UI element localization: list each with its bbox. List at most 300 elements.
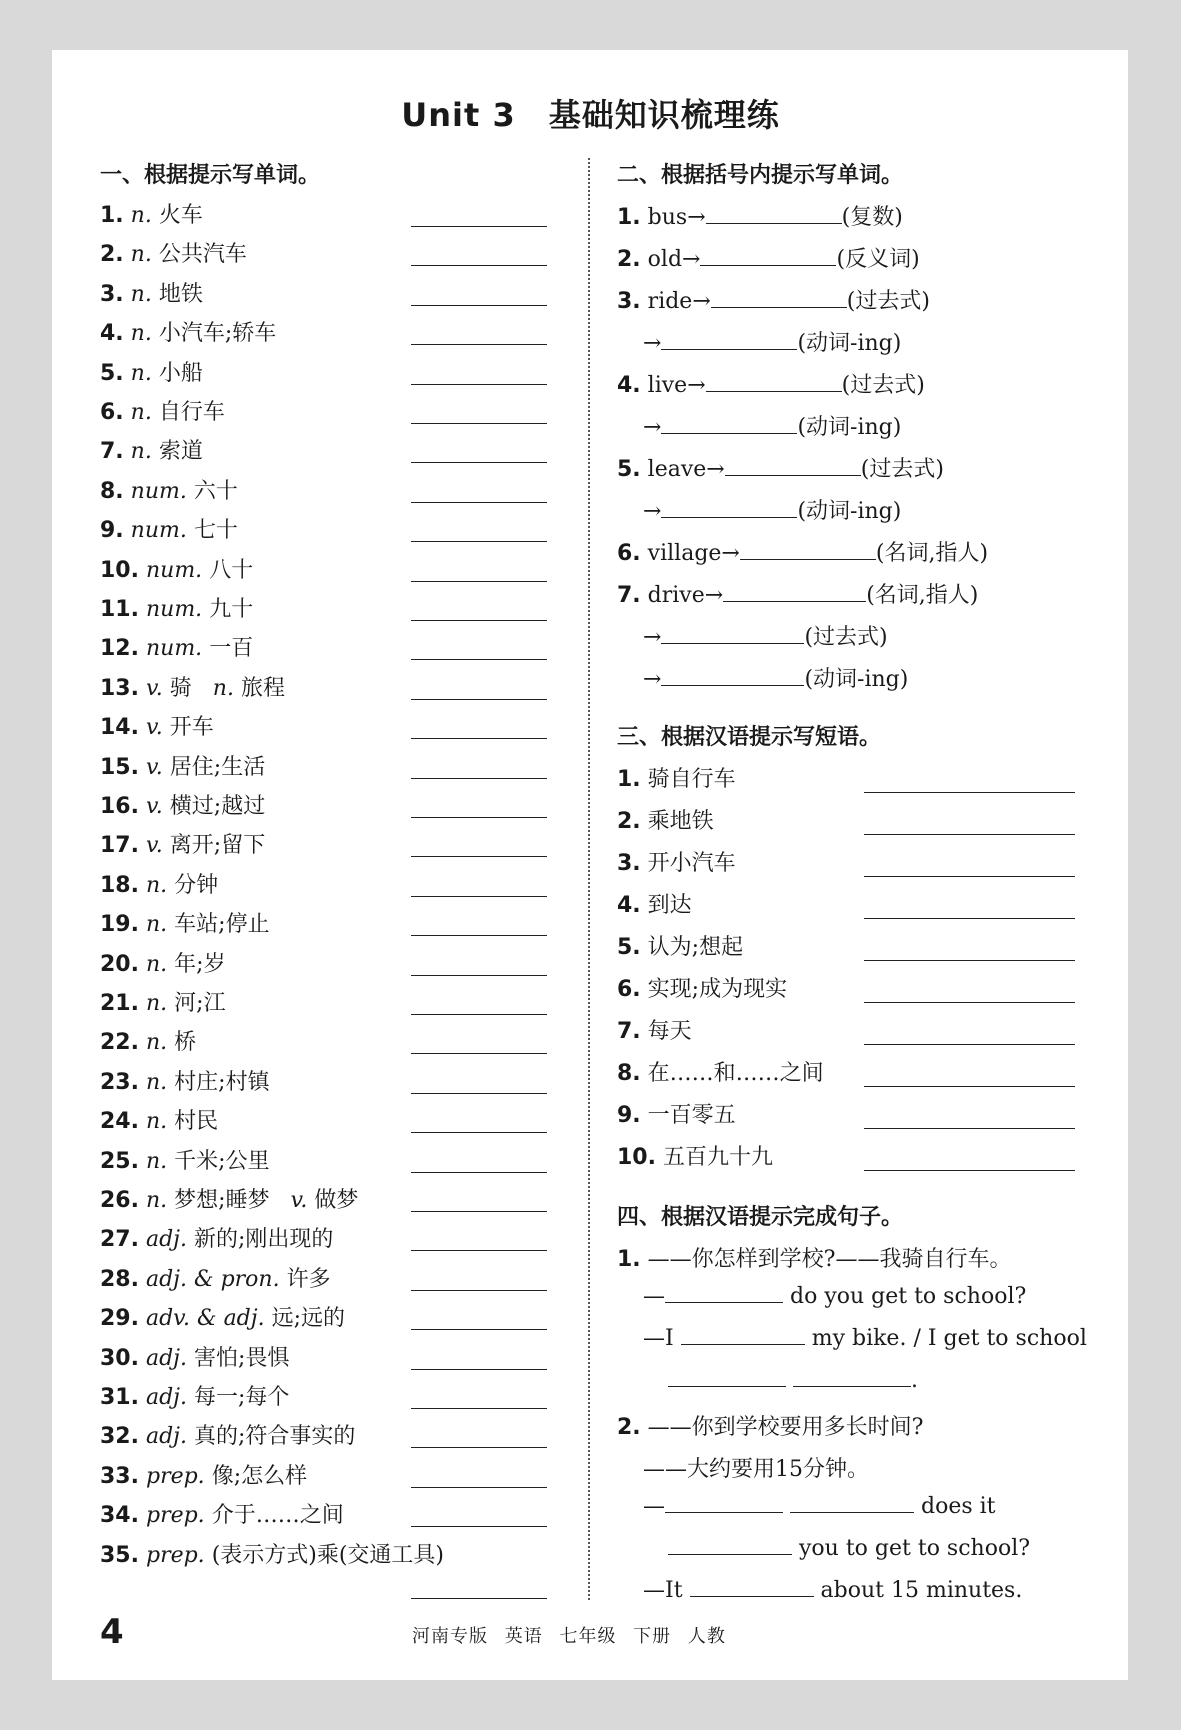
answer-blank[interactable] — [864, 918, 1075, 919]
phrase-item — [617, 1098, 736, 1129]
answer-blank[interactable] — [411, 1250, 547, 1251]
base-word: ride→ — [647, 289, 711, 314]
vocab-item — [100, 198, 203, 229]
sentence-text: you to get to school? — [799, 1536, 1031, 1561]
vocab-item — [100, 631, 253, 662]
vocab-item — [100, 750, 265, 781]
vocab-item — [100, 868, 218, 899]
chinese-hint: 年;岁 — [174, 951, 226, 977]
chinese-hint: 村庄;村镇 — [174, 1069, 270, 1095]
base-word: → — [643, 499, 662, 524]
chinese-hint: 做梦 — [314, 1188, 359, 1213]
chinese-hint: 在……和……之间 — [647, 1061, 824, 1086]
section-1-title: 一、根据提示写单词。 — [100, 163, 321, 188]
form-hint: (过去式) — [860, 457, 944, 482]
phrase-item — [617, 1056, 824, 1087]
word-form-item — [643, 326, 901, 357]
chinese-hint: 离开;留下 — [169, 833, 266, 859]
part-of-speech: adj. — [145, 1345, 187, 1371]
item-number: 9. — [100, 518, 124, 544]
chinese-hint: 旅程 — [240, 675, 285, 701]
item-number: 32. — [100, 1424, 139, 1450]
vocab-item — [100, 947, 226, 978]
item-number: 7. — [617, 583, 641, 608]
answer-blank[interactable] — [864, 1086, 1075, 1087]
sentence-text: does it — [921, 1494, 996, 1519]
sentence-2-answer-cn: ——大约要用15分钟。 — [643, 1457, 869, 1482]
dash: — — [643, 1284, 665, 1309]
vocab-item — [100, 237, 247, 268]
answer-blank[interactable] — [411, 1447, 547, 1448]
sentence-text: —I — [643, 1326, 674, 1351]
chinese-hint: 车站;停止 — [174, 912, 270, 938]
item-number: 29. — [100, 1306, 139, 1332]
chinese-hint: 乘地铁 — [647, 809, 714, 834]
answer-blank[interactable] — [668, 1368, 786, 1387]
item-number: 23. — [100, 1069, 139, 1095]
item-number: 5. — [100, 360, 124, 386]
phrase-item — [617, 972, 787, 1003]
form-hint: (复数) — [841, 205, 903, 230]
chinese-hint: 自行车 — [158, 400, 225, 425]
answer-blank[interactable] — [411, 344, 547, 345]
answer-blank[interactable] — [411, 541, 547, 542]
part-of-speech: num. — [145, 597, 203, 622]
answer-blank[interactable] — [411, 778, 547, 779]
chinese-hint: 七十 — [193, 518, 238, 544]
phrase-item — [617, 1140, 773, 1171]
answer-blank[interactable] — [411, 226, 547, 227]
answer-blank[interactable] — [411, 856, 547, 857]
part-of-speech: n. — [145, 1109, 168, 1135]
answer-blank[interactable] — [700, 247, 836, 266]
chinese-hint: 骑 — [169, 675, 192, 701]
chinese-hint: 许多 — [286, 1266, 331, 1292]
word-form-item — [617, 536, 988, 567]
answer-blank[interactable] — [411, 1526, 547, 1527]
chinese-hint: 小汽车;轿车 — [158, 321, 277, 347]
phrase-item — [617, 804, 714, 835]
section-2-title: 二、根据括号内提示写单词。 — [617, 163, 904, 188]
chinese-hint: 开小汽车 — [647, 851, 736, 876]
answer-blank[interactable] — [411, 659, 547, 660]
item-number: 7. — [617, 1019, 641, 1044]
item-number: 9. — [617, 1103, 641, 1128]
part-of-speech: adj. — [145, 1424, 187, 1450]
answer-blank[interactable] — [411, 1369, 547, 1370]
sentence-1-line-2 — [643, 1326, 1087, 1351]
item-number: 1. — [617, 1247, 641, 1272]
chinese-hint: 新的;刚出现的 — [194, 1227, 334, 1253]
answer-blank[interactable] — [411, 896, 547, 897]
item-number: 10. — [617, 1145, 656, 1170]
sentence-text: my bike. / I get to school — [811, 1326, 1087, 1351]
item-number: 31. — [100, 1385, 139, 1410]
form-hint: (动词-ing) — [797, 499, 902, 524]
answer-blank[interactable] — [411, 738, 547, 739]
chinese-hint: 开车 — [169, 715, 214, 741]
item-number: 7. — [100, 439, 124, 465]
part-of-speech: n. — [212, 675, 234, 701]
part-of-speech: n. — [130, 360, 152, 386]
vocab-item — [100, 1065, 270, 1096]
answer-blank[interactable] — [864, 1170, 1075, 1171]
answer-blank[interactable] — [411, 1487, 547, 1488]
part-of-speech: num. — [130, 518, 187, 544]
vocab-item — [100, 1498, 344, 1529]
sentence-2-prompt — [617, 1410, 923, 1441]
answer-blank[interactable] — [411, 384, 547, 385]
phrase-item — [617, 1014, 692, 1045]
answer-blank[interactable] — [661, 415, 797, 434]
vocab-item — [100, 1104, 218, 1135]
item-number: 24. — [100, 1109, 139, 1135]
part-of-speech: n. — [145, 1148, 168, 1174]
word-form-item — [617, 200, 903, 231]
answer-blank[interactable] — [725, 457, 861, 476]
word-form-item — [617, 242, 920, 273]
dash: — — [643, 1494, 665, 1519]
word-form-item — [643, 410, 901, 441]
sentence-1-prompt — [617, 1242, 1011, 1273]
item-number: 12. — [100, 636, 139, 662]
part-of-speech: v. — [145, 794, 163, 819]
answer-blank[interactable] — [411, 1093, 547, 1094]
answer-blank[interactable] — [864, 1002, 1075, 1003]
vocab-item — [100, 1380, 289, 1411]
chinese-hint: 六十 — [193, 478, 238, 504]
answer-blank[interactable] — [864, 834, 1075, 835]
base-word: leave→ — [647, 457, 725, 482]
vocab-item — [100, 474, 238, 505]
answer-blank[interactable] — [411, 975, 547, 976]
base-word: bus→ — [647, 205, 706, 230]
chinese-hint: 每天 — [647, 1019, 692, 1044]
base-word: live→ — [647, 373, 706, 398]
form-hint: (名词,指人) — [875, 541, 989, 566]
vocab-item — [100, 1183, 358, 1214]
part-of-speech: adj. — [145, 1385, 187, 1410]
item-number: 22. — [100, 1030, 139, 1056]
answer-blank[interactable] — [411, 581, 547, 582]
part-of-speech: n. — [130, 203, 152, 228]
answer-blank[interactable] — [665, 1284, 783, 1303]
vocab-item — [100, 1262, 331, 1293]
word-form-item — [617, 578, 978, 609]
chinese-hint: 索道 — [158, 439, 203, 465]
item-number: 20. — [100, 951, 139, 977]
answer-blank[interactable] — [411, 1598, 547, 1599]
chinese-hint: 到达 — [647, 893, 692, 918]
answer-blank[interactable] — [706, 373, 842, 392]
part-of-speech: n. — [145, 1069, 168, 1095]
footer-edition: 河南专版 英语 七年级 下册 人教 — [412, 1626, 726, 1647]
word-form-item — [617, 284, 930, 315]
vocab-item — [100, 356, 203, 387]
answer-blank[interactable] — [723, 583, 866, 602]
item-number: 4. — [617, 893, 641, 918]
answer-blank[interactable] — [864, 1128, 1075, 1129]
item-number: 27. — [100, 1227, 139, 1253]
vocab-item — [100, 1144, 270, 1175]
chinese-hint: 实现;成为现实 — [647, 977, 788, 1002]
chinese-hint: 真的;符合事实的 — [194, 1424, 356, 1450]
sentence-text: —It — [643, 1578, 683, 1603]
item-number: 1. — [100, 203, 124, 228]
answer-blank[interactable] — [661, 667, 804, 686]
chinese-hint: 梦想;睡梦 — [174, 1188, 270, 1213]
answer-blank[interactable] — [411, 265, 547, 266]
form-hint: (名词,指人) — [866, 583, 979, 608]
vocab-item — [100, 1538, 444, 1569]
item-number: 8. — [617, 1061, 641, 1086]
vocab-item — [100, 828, 265, 859]
sentence-1-line-1 — [643, 1284, 1026, 1309]
chinese-hint: 九十 — [209, 597, 254, 622]
answer-blank[interactable] — [740, 541, 876, 560]
vocab-item — [100, 789, 265, 820]
base-word: village→ — [647, 541, 740, 566]
part-of-speech: v. — [145, 675, 163, 701]
chinese-hint: 村民 — [174, 1109, 219, 1135]
part-of-speech: n. — [130, 400, 152, 425]
item-number: 28. — [100, 1266, 139, 1292]
base-word: → — [643, 331, 662, 356]
item-number: 5. — [617, 935, 641, 960]
answer-blank[interactable] — [411, 1408, 547, 1409]
chinese-hint: 千米;公里 — [174, 1148, 270, 1174]
chinese-hint: 横过;越过 — [169, 794, 266, 819]
item-number: 2. — [617, 1415, 641, 1440]
part-of-speech: n. — [145, 991, 168, 1016]
word-form-item — [617, 368, 925, 399]
word-form-item — [617, 452, 944, 483]
phrase-item — [617, 846, 736, 877]
answer-blank[interactable] — [706, 205, 842, 224]
part-of-speech: n. — [145, 951, 168, 977]
item-number: 5. — [617, 457, 641, 482]
vocab-item — [100, 907, 270, 938]
part-of-speech: num. — [145, 636, 203, 662]
vocab-item — [100, 1301, 345, 1332]
chinese-hint: 八十 — [209, 557, 254, 583]
word-form-item — [643, 494, 901, 525]
part-of-speech: num. — [130, 478, 187, 504]
item-number: 10. — [100, 557, 139, 583]
answer-blank[interactable] — [690, 1578, 814, 1597]
part-of-speech: n. — [145, 1030, 168, 1056]
form-hint: (反义词) — [836, 247, 920, 272]
part-of-speech: v. — [290, 1188, 308, 1213]
answer-blank[interactable] — [411, 1329, 547, 1330]
sentence-text: do you get to school? — [790, 1284, 1027, 1309]
item-number: 1. — [617, 205, 641, 230]
answer-blank[interactable] — [411, 1014, 547, 1015]
form-hint: (过去式) — [846, 289, 930, 314]
form-hint: (动词-ing) — [797, 331, 902, 356]
chinese-hint: 一百 — [209, 636, 254, 662]
item-number: 14. — [100, 715, 139, 741]
page-title: Unit 3 基础知识梳理练 — [401, 96, 780, 134]
item-number: 16. — [100, 794, 139, 819]
item-number: 34. — [100, 1503, 139, 1529]
answer-blank[interactable] — [411, 817, 547, 818]
sentence-2-line-3 — [643, 1578, 1022, 1603]
item-number: 6. — [617, 977, 641, 1002]
vocab-item — [100, 553, 253, 584]
part-of-speech: prep. — [145, 1542, 205, 1568]
base-word: → — [643, 667, 662, 692]
sentence-text: about 15 minutes. — [820, 1578, 1023, 1603]
item-number: 4. — [100, 321, 124, 347]
vocab-item — [100, 710, 214, 741]
answer-blank[interactable] — [411, 620, 547, 621]
answer-blank[interactable] — [661, 499, 797, 518]
answer-blank[interactable] — [711, 289, 847, 308]
part-of-speech: n. — [145, 1188, 168, 1213]
answer-blank[interactable] — [864, 1044, 1075, 1045]
vocab-item — [100, 277, 203, 308]
item-number: 13. — [100, 675, 139, 701]
answer-blank[interactable] — [411, 305, 547, 306]
chinese-hint: 五百九十九 — [662, 1145, 773, 1170]
chinese-hint: 居住;生活 — [169, 754, 266, 780]
phrase-item — [617, 930, 743, 961]
sentence-1-chinese: ——你怎样到学校?——我骑自行车。 — [647, 1247, 1012, 1272]
answer-blank[interactable] — [411, 502, 547, 503]
item-number: 21. — [100, 991, 139, 1016]
item-number: 25. — [100, 1148, 139, 1174]
chinese-hint: 河;江 — [174, 991, 226, 1016]
vocab-item — [100, 592, 253, 623]
chinese-hint: 每一;每个 — [194, 1385, 290, 1410]
part-of-speech: num. — [145, 557, 203, 583]
answer-blank[interactable] — [864, 960, 1075, 961]
chinese-hint: 小船 — [158, 360, 203, 386]
item-number: 1. — [617, 767, 641, 792]
form-hint: (动词-ing) — [804, 667, 909, 692]
item-number: 3. — [617, 851, 641, 876]
part-of-speech: n. — [130, 242, 152, 268]
answer-blank[interactable] — [793, 1368, 911, 1387]
item-number: 30. — [100, 1345, 139, 1371]
part-of-speech: prep. — [145, 1463, 205, 1489]
answer-blank[interactable] — [668, 1536, 792, 1555]
answer-blank[interactable] — [411, 1290, 547, 1291]
item-number: 6. — [100, 400, 124, 425]
sentence-1-line-3 — [668, 1368, 918, 1393]
answer-blank[interactable] — [411, 1172, 547, 1173]
item-number: 33. — [100, 1463, 139, 1489]
base-word: drive→ — [647, 583, 724, 608]
column-divider — [588, 158, 590, 1600]
vocab-item — [100, 1459, 307, 1490]
item-number: 11. — [100, 597, 139, 622]
part-of-speech: prep. — [145, 1503, 205, 1529]
item-number: 3. — [100, 281, 124, 307]
answer-blank[interactable] — [411, 935, 547, 936]
item-number: 17. — [100, 833, 139, 859]
chinese-hint: (表示方式)乘(交通工具) — [211, 1542, 445, 1568]
item-number: 8. — [100, 478, 124, 504]
part-of-speech: n. — [145, 872, 168, 898]
vocab-item — [100, 1025, 196, 1056]
phrase-item — [617, 762, 736, 793]
form-hint: (过去式) — [804, 625, 888, 650]
answer-blank[interactable] — [864, 876, 1075, 877]
chinese-hint: 桥 — [174, 1030, 197, 1056]
vocab-item — [100, 395, 225, 426]
chinese-hint: 公共汽车 — [158, 242, 247, 268]
part-of-speech: n. — [130, 321, 152, 347]
answer-blank[interactable] — [411, 462, 547, 463]
vocab-item — [100, 1341, 289, 1372]
chinese-hint: 介于……之间 — [211, 1503, 344, 1529]
item-number: 19. — [100, 912, 139, 938]
chinese-hint: 一百零五 — [647, 1103, 736, 1128]
item-number: 2. — [617, 247, 641, 272]
base-word: old→ — [647, 247, 701, 272]
section-4-title: 四、根据汉语提示完成句子。 — [617, 1205, 904, 1230]
answer-blank[interactable] — [411, 1053, 547, 1054]
part-of-speech: v. — [145, 833, 163, 859]
item-number: 6. — [617, 541, 641, 566]
part-of-speech: adv. & adj. — [145, 1306, 265, 1332]
sentence-2-line-1 — [643, 1494, 996, 1519]
answer-blank[interactable] — [411, 699, 547, 700]
vocab-item — [100, 986, 226, 1017]
answer-blank[interactable] — [661, 625, 804, 644]
part-of-speech: n. — [130, 281, 152, 307]
answer-blank[interactable] — [661, 331, 797, 350]
sentence-2-chinese-q: ——你到学校要用多长时间? — [647, 1415, 924, 1440]
item-number: 18. — [100, 872, 139, 898]
chinese-hint: 远;远的 — [271, 1306, 345, 1332]
item-number: 35. — [100, 1542, 139, 1568]
answer-blank[interactable] — [411, 423, 547, 424]
vocab-item — [100, 513, 238, 544]
chinese-hint: 火车 — [158, 203, 203, 228]
period: . — [911, 1368, 918, 1393]
sentence-2-line-2 — [668, 1536, 1030, 1561]
answer-blank[interactable] — [411, 1132, 547, 1133]
item-number: 15. — [100, 754, 139, 780]
item-number: 3. — [617, 289, 641, 314]
vocab-item — [100, 1419, 355, 1450]
answer-blank[interactable] — [681, 1326, 805, 1345]
part-of-speech: n. — [130, 439, 152, 465]
part-of-speech: v. — [145, 715, 163, 741]
base-word: → — [643, 625, 662, 650]
item-number: 2. — [100, 242, 124, 268]
answer-blank[interactable] — [864, 792, 1075, 793]
answer-blank[interactable] — [790, 1494, 914, 1513]
vocab-item — [100, 1222, 333, 1253]
vocab-item — [100, 434, 203, 465]
word-form-item — [643, 620, 888, 651]
part-of-speech: adj. & pron. — [145, 1266, 280, 1292]
item-number: 4. — [617, 373, 641, 398]
answer-blank[interactable] — [411, 1211, 547, 1212]
part-of-speech: adj. — [145, 1227, 187, 1253]
chinese-hint: 像;怎么样 — [211, 1463, 308, 1489]
vocab-item — [100, 671, 285, 702]
chinese-hint: 分钟 — [174, 872, 219, 898]
answer-blank[interactable] — [665, 1494, 783, 1513]
chinese-hint: 认为;想起 — [647, 935, 744, 960]
chinese-hint: 骑自行车 — [647, 767, 736, 792]
vocab-item — [100, 316, 276, 347]
